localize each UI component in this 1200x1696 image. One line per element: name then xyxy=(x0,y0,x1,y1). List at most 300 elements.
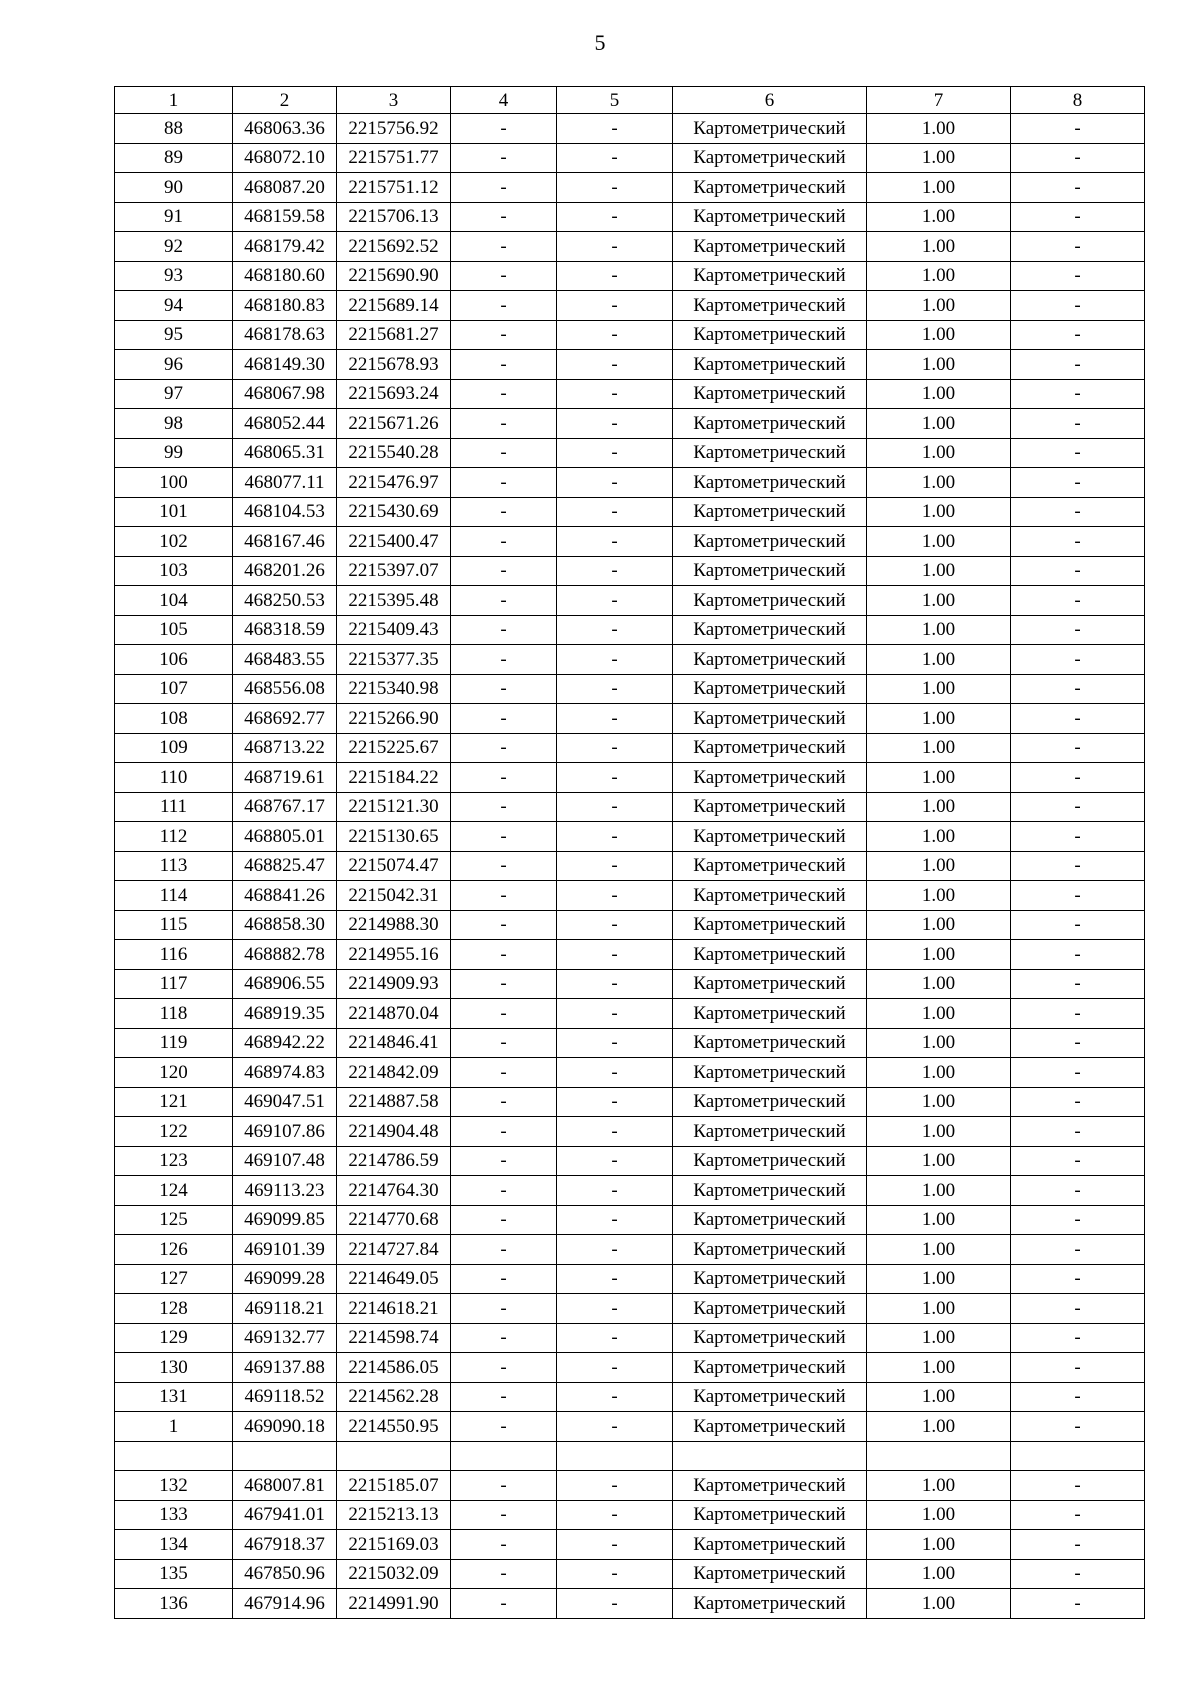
table-cell: - xyxy=(557,1087,673,1117)
table-cell: 123 xyxy=(115,1146,233,1176)
table-row xyxy=(115,409,1145,439)
table-cell: - xyxy=(557,704,673,734)
table-cell: - xyxy=(557,1412,673,1442)
table-cell: - xyxy=(1011,527,1145,557)
table-cell: - xyxy=(557,1235,673,1265)
table-cell: - xyxy=(451,586,557,616)
table-row xyxy=(115,232,1145,262)
table-cell: 89 xyxy=(115,143,233,173)
table-cell: - xyxy=(557,143,673,173)
table-cell: - xyxy=(557,497,673,527)
table-cell: - xyxy=(451,291,557,321)
column-header: 7 xyxy=(867,87,1011,114)
table-cell: 1.00 xyxy=(867,143,1011,173)
table-cell: - xyxy=(451,851,557,881)
table-cell: 115 xyxy=(115,910,233,940)
table-cell: Картометрический xyxy=(673,114,867,144)
table-cell: 88 xyxy=(115,114,233,144)
table-cell: 2214870.04 xyxy=(337,999,451,1029)
table-cell: - xyxy=(451,261,557,291)
table-cell: 105 xyxy=(115,615,233,645)
table-cell: - xyxy=(1011,1264,1145,1294)
table-cell: 1.00 xyxy=(867,792,1011,822)
table-row xyxy=(115,615,1145,645)
table-cell: - xyxy=(1011,674,1145,704)
table-cell: 2215042.31 xyxy=(337,881,451,911)
table-cell: 2215074.47 xyxy=(337,851,451,881)
table-cell: - xyxy=(1011,497,1145,527)
table-cell: 93 xyxy=(115,261,233,291)
table-cell: 1.00 xyxy=(867,822,1011,852)
table-cell: 469107.48 xyxy=(233,1146,337,1176)
table-cell: 2214562.28 xyxy=(337,1382,451,1412)
table-cell: 122 xyxy=(115,1117,233,1147)
table-cell: 1.00 xyxy=(867,704,1011,734)
table-cell: - xyxy=(451,232,557,262)
table-cell: - xyxy=(451,1028,557,1058)
table-cell: 2215409.43 xyxy=(337,615,451,645)
table-row xyxy=(115,1058,1145,1088)
table-row xyxy=(115,350,1145,380)
table-cell: Картометрический xyxy=(673,733,867,763)
table-row xyxy=(115,940,1145,970)
table-cell: 2214598.74 xyxy=(337,1323,451,1353)
table-cell: 107 xyxy=(115,674,233,704)
table-cell: - xyxy=(1011,1530,1145,1560)
table-cell: - xyxy=(451,497,557,527)
table-cell: 97 xyxy=(115,379,233,409)
table-row xyxy=(115,1087,1145,1117)
table-cell: - xyxy=(557,822,673,852)
table-row xyxy=(115,999,1145,1029)
table-cell: 2215690.90 xyxy=(337,261,451,291)
table-cell: 129 xyxy=(115,1323,233,1353)
table-cell: 468719.61 xyxy=(233,763,337,793)
table-cell: 125 xyxy=(115,1205,233,1235)
table-cell: 468318.59 xyxy=(233,615,337,645)
table-row xyxy=(115,969,1145,999)
table-cell: Картометрический xyxy=(673,1058,867,1088)
table-cell: 2214764.30 xyxy=(337,1176,451,1206)
column-header: 2 xyxy=(233,87,337,114)
table-cell: Картометрический xyxy=(673,173,867,203)
table-cell: - xyxy=(557,851,673,881)
table-cell: 1.00 xyxy=(867,291,1011,321)
table-cell: Картометрический xyxy=(673,379,867,409)
table-cell: 467850.96 xyxy=(233,1559,337,1589)
table-cell: 468063.36 xyxy=(233,114,337,144)
table-cell: - xyxy=(451,763,557,793)
table-row xyxy=(115,763,1145,793)
table-cell: Картометрический xyxy=(673,320,867,350)
table-cell: 2215130.65 xyxy=(337,822,451,852)
table-cell xyxy=(673,1441,867,1471)
table-cell: 468072.10 xyxy=(233,143,337,173)
table-cell: - xyxy=(451,1382,557,1412)
table-cell: 99 xyxy=(115,438,233,468)
table-cell: 2215340.98 xyxy=(337,674,451,704)
table-cell: - xyxy=(1011,143,1145,173)
table-cell: 468974.83 xyxy=(233,1058,337,1088)
table-cell: - xyxy=(1011,291,1145,321)
table-cell: 112 xyxy=(115,822,233,852)
table-cell: 2214988.30 xyxy=(337,910,451,940)
table-cell: 468201.26 xyxy=(233,556,337,586)
table-cell: 114 xyxy=(115,881,233,911)
table-cell: 469137.88 xyxy=(233,1353,337,1383)
table-cell: - xyxy=(557,556,673,586)
table-cell: 1.00 xyxy=(867,910,1011,940)
table-cell: 1.00 xyxy=(867,1294,1011,1324)
table-cell: 468149.30 xyxy=(233,350,337,380)
table-cell: 468178.63 xyxy=(233,320,337,350)
table-cell: - xyxy=(1011,1058,1145,1088)
page-number: 5 xyxy=(594,30,606,55)
table-cell: 1.00 xyxy=(867,763,1011,793)
table-cell: - xyxy=(557,1559,673,1589)
table-cell xyxy=(233,1441,337,1471)
table-cell: 2214586.05 xyxy=(337,1353,451,1383)
table-cell: - xyxy=(451,1087,557,1117)
table-row xyxy=(115,438,1145,468)
table-cell: 468180.83 xyxy=(233,291,337,321)
table-cell: - xyxy=(557,202,673,232)
table-row xyxy=(115,1205,1145,1235)
table-cell: 2214786.59 xyxy=(337,1146,451,1176)
table-cell: - xyxy=(1011,1117,1145,1147)
table-cell: 118 xyxy=(115,999,233,1029)
table-cell: 468007.81 xyxy=(233,1471,337,1501)
table-cell: - xyxy=(1011,792,1145,822)
table-cell: 468167.46 xyxy=(233,527,337,557)
table-row xyxy=(115,1500,1145,1530)
table-cell: 1.00 xyxy=(867,1353,1011,1383)
table-cell: 1.00 xyxy=(867,1264,1011,1294)
table-cell: - xyxy=(1011,438,1145,468)
table-cell: - xyxy=(1011,173,1145,203)
table-cell: 2215692.52 xyxy=(337,232,451,262)
table-cell: 120 xyxy=(115,1058,233,1088)
table-cell: 1.00 xyxy=(867,556,1011,586)
table-cell: 128 xyxy=(115,1294,233,1324)
table-cell: - xyxy=(451,1294,557,1324)
table-cell: - xyxy=(1011,1500,1145,1530)
table-cell: - xyxy=(451,350,557,380)
table-cell: 1.00 xyxy=(867,320,1011,350)
table-cell: 467918.37 xyxy=(233,1530,337,1560)
table-cell: - xyxy=(451,556,557,586)
table-cell: - xyxy=(1011,232,1145,262)
table-cell: 2214846.41 xyxy=(337,1028,451,1058)
table-cell: - xyxy=(557,674,673,704)
table-cell: 1.00 xyxy=(867,615,1011,645)
table-cell: 468159.58 xyxy=(233,202,337,232)
table-cell: 1.00 xyxy=(867,1530,1011,1560)
table-cell: Картометрический xyxy=(673,1087,867,1117)
table-row xyxy=(115,704,1145,734)
table-cell: 1.00 xyxy=(867,350,1011,380)
table-cell: 1.00 xyxy=(867,261,1011,291)
table-cell: 2215681.27 xyxy=(337,320,451,350)
table-cell: 1 xyxy=(115,1412,233,1442)
table-cell: 1.00 xyxy=(867,999,1011,1029)
table-cell: Картометрический xyxy=(673,497,867,527)
table-cell: - xyxy=(1011,645,1145,675)
table-cell: Картометрический xyxy=(673,1412,867,1442)
table-cell: 1.00 xyxy=(867,409,1011,439)
table-cell: Картометрический xyxy=(673,1028,867,1058)
table-cell: 2215169.03 xyxy=(337,1530,451,1560)
table-cell: - xyxy=(1011,409,1145,439)
table-cell: 468067.98 xyxy=(233,379,337,409)
table-cell: - xyxy=(557,114,673,144)
table-cell: Картометрический xyxy=(673,438,867,468)
table-row xyxy=(115,733,1145,763)
table-cell: 468250.53 xyxy=(233,586,337,616)
table-cell: Картометрический xyxy=(673,822,867,852)
table-cell: - xyxy=(1011,822,1145,852)
table-cell: 132 xyxy=(115,1471,233,1501)
table-cell: - xyxy=(1011,1323,1145,1353)
table-cell: Картометрический xyxy=(673,1471,867,1501)
table-cell: 106 xyxy=(115,645,233,675)
table-cell: - xyxy=(451,1058,557,1088)
table-cell: - xyxy=(1011,556,1145,586)
table-cell: - xyxy=(557,232,673,262)
table-cell xyxy=(115,1441,233,1471)
table-cell: - xyxy=(557,969,673,999)
table-cell: - xyxy=(451,202,557,232)
table-row xyxy=(115,556,1145,586)
table-cell: - xyxy=(451,1589,557,1619)
table-cell: - xyxy=(451,940,557,970)
table-row xyxy=(115,468,1145,498)
table-cell: 469118.52 xyxy=(233,1382,337,1412)
table-cell: 102 xyxy=(115,527,233,557)
table-cell: 134 xyxy=(115,1530,233,1560)
table-cell: - xyxy=(451,615,557,645)
table-cell: - xyxy=(1011,1589,1145,1619)
table-cell: Картометрический xyxy=(673,1264,867,1294)
table-cell: 2215185.07 xyxy=(337,1471,451,1501)
table-row xyxy=(115,792,1145,822)
table-row xyxy=(115,1176,1145,1206)
table-cell: 468805.01 xyxy=(233,822,337,852)
table-cell: Картометрический xyxy=(673,232,867,262)
table-cell: Картометрический xyxy=(673,261,867,291)
table-cell: Картометрический xyxy=(673,674,867,704)
table-cell: Картометрический xyxy=(673,1323,867,1353)
table-cell: Картометрический xyxy=(673,940,867,970)
table-cell: - xyxy=(451,1264,557,1294)
table-cell: 469118.21 xyxy=(233,1294,337,1324)
table-cell: - xyxy=(557,940,673,970)
table-cell: - xyxy=(451,114,557,144)
table-cell: Картометрический xyxy=(673,763,867,793)
table-row xyxy=(115,1589,1145,1619)
table-cell: 468841.26 xyxy=(233,881,337,911)
table-cell: - xyxy=(1011,320,1145,350)
table-cell: Картометрический xyxy=(673,202,867,232)
column-header: 4 xyxy=(451,87,557,114)
table-cell: - xyxy=(451,1412,557,1442)
table-cell: 92 xyxy=(115,232,233,262)
table-cell: - xyxy=(557,1471,673,1501)
table-cell: - xyxy=(1011,1028,1145,1058)
table-cell: - xyxy=(1011,350,1145,380)
table-cell: 2215540.28 xyxy=(337,438,451,468)
table-cell: - xyxy=(451,379,557,409)
table-cell: 468882.78 xyxy=(233,940,337,970)
table-cell: 1.00 xyxy=(867,1117,1011,1147)
table-row xyxy=(115,1235,1145,1265)
table-cell: 2215121.30 xyxy=(337,792,451,822)
table-cell: - xyxy=(451,969,557,999)
table-row xyxy=(115,261,1145,291)
table-cell: 90 xyxy=(115,173,233,203)
table-cell: - xyxy=(557,261,673,291)
table-cell: - xyxy=(451,438,557,468)
table-cell: - xyxy=(451,1471,557,1501)
table-cell: 1.00 xyxy=(867,1205,1011,1235)
table-cell: - xyxy=(1011,1146,1145,1176)
table-cell: 136 xyxy=(115,1589,233,1619)
table-row xyxy=(115,497,1145,527)
table-cell: 2215377.35 xyxy=(337,645,451,675)
table-cell: 1.00 xyxy=(867,674,1011,704)
table-cell: Картометрический xyxy=(673,792,867,822)
table-cell: 2215706.13 xyxy=(337,202,451,232)
table-cell: - xyxy=(557,1294,673,1324)
table-cell: - xyxy=(557,1353,673,1383)
table-row xyxy=(115,527,1145,557)
table-cell: - xyxy=(1011,261,1145,291)
table-cell: 1.00 xyxy=(867,851,1011,881)
table-cell: - xyxy=(451,320,557,350)
table-cell: - xyxy=(557,999,673,1029)
table-cell: 95 xyxy=(115,320,233,350)
table-cell: - xyxy=(557,792,673,822)
table-cell: 2215693.24 xyxy=(337,379,451,409)
table-cell xyxy=(451,1441,557,1471)
table-cell: 111 xyxy=(115,792,233,822)
table-cell: Картометрический xyxy=(673,291,867,321)
table-cell: - xyxy=(451,468,557,498)
table-row xyxy=(115,822,1145,852)
table-cell: - xyxy=(1011,1087,1145,1117)
table-cell: 2215266.90 xyxy=(337,704,451,734)
table-cell: - xyxy=(451,1146,557,1176)
table-row xyxy=(115,881,1145,911)
table-row xyxy=(115,1412,1145,1442)
table-cell: - xyxy=(557,1205,673,1235)
table-cell xyxy=(867,1441,1011,1471)
table-cell: 468692.77 xyxy=(233,704,337,734)
table-cell: 2214618.21 xyxy=(337,1294,451,1324)
column-header: 6 xyxy=(673,87,867,114)
table-cell: 2215430.69 xyxy=(337,497,451,527)
table-row xyxy=(115,1559,1145,1589)
table-cell: 2215689.14 xyxy=(337,291,451,321)
table-cell: 2214649.05 xyxy=(337,1264,451,1294)
table-row xyxy=(115,1471,1145,1501)
table-cell: 1.00 xyxy=(867,969,1011,999)
table-row xyxy=(115,1353,1145,1383)
table-cell: 468906.55 xyxy=(233,969,337,999)
table-cell: - xyxy=(451,1323,557,1353)
table-row xyxy=(115,674,1145,704)
table-row xyxy=(115,1028,1145,1058)
table-cell: Картометрический xyxy=(673,143,867,173)
table-cell: 1.00 xyxy=(867,1500,1011,1530)
table-cell: 1.00 xyxy=(867,468,1011,498)
table-cell: 469132.77 xyxy=(233,1323,337,1353)
table-cell: 469107.86 xyxy=(233,1117,337,1147)
table-cell: - xyxy=(1011,999,1145,1029)
table-cell: 121 xyxy=(115,1087,233,1117)
table-cell: - xyxy=(557,881,673,911)
table-cell: Картометрический xyxy=(673,851,867,881)
table-cell: - xyxy=(451,409,557,439)
table-cell: Картометрический xyxy=(673,1500,867,1530)
coordinates-table xyxy=(114,86,1145,1619)
table-cell: Картометрический xyxy=(673,969,867,999)
table-cell: Картометрический xyxy=(673,1530,867,1560)
table-cell xyxy=(1011,1441,1145,1471)
table-cell: 1.00 xyxy=(867,1146,1011,1176)
table-cell: 469099.28 xyxy=(233,1264,337,1294)
table-cell: - xyxy=(557,320,673,350)
table-row xyxy=(115,202,1145,232)
table-cell: - xyxy=(557,645,673,675)
table-cell: 124 xyxy=(115,1176,233,1206)
table-cell: Картометрический xyxy=(673,468,867,498)
column-header: 8 xyxy=(1011,87,1145,114)
table-cell: - xyxy=(1011,969,1145,999)
table-cell: 1.00 xyxy=(867,645,1011,675)
table-cell: 468713.22 xyxy=(233,733,337,763)
table-cell: 113 xyxy=(115,851,233,881)
table-cell: 2214909.93 xyxy=(337,969,451,999)
table-cell: 2215213.13 xyxy=(337,1500,451,1530)
table-cell: - xyxy=(451,1559,557,1589)
table-cell: 468483.55 xyxy=(233,645,337,675)
table-cell: - xyxy=(557,1382,673,1412)
table-cell: - xyxy=(1011,704,1145,734)
table-cell: Картометрический xyxy=(673,1117,867,1147)
table-cell: 1.00 xyxy=(867,1323,1011,1353)
table-cell: 2214727.84 xyxy=(337,1235,451,1265)
table-cell: - xyxy=(557,1058,673,1088)
table-cell: - xyxy=(557,409,673,439)
table-row xyxy=(115,851,1145,881)
table-cell: 130 xyxy=(115,1353,233,1383)
table-cell: - xyxy=(1011,881,1145,911)
table-cell: - xyxy=(1011,1559,1145,1589)
table-cell: 2214887.58 xyxy=(337,1087,451,1117)
table-cell: 1.00 xyxy=(867,114,1011,144)
table-cell: 133 xyxy=(115,1500,233,1530)
table-cell: - xyxy=(557,350,673,380)
table-cell: Картометрический xyxy=(673,350,867,380)
table-cell: 1.00 xyxy=(867,1382,1011,1412)
table-row xyxy=(115,1530,1145,1560)
table-cell: 1.00 xyxy=(867,527,1011,557)
table-cell: 104 xyxy=(115,586,233,616)
table-cell: 1.00 xyxy=(867,438,1011,468)
table-cell: 469113.23 xyxy=(233,1176,337,1206)
table-cell: - xyxy=(557,1323,673,1353)
